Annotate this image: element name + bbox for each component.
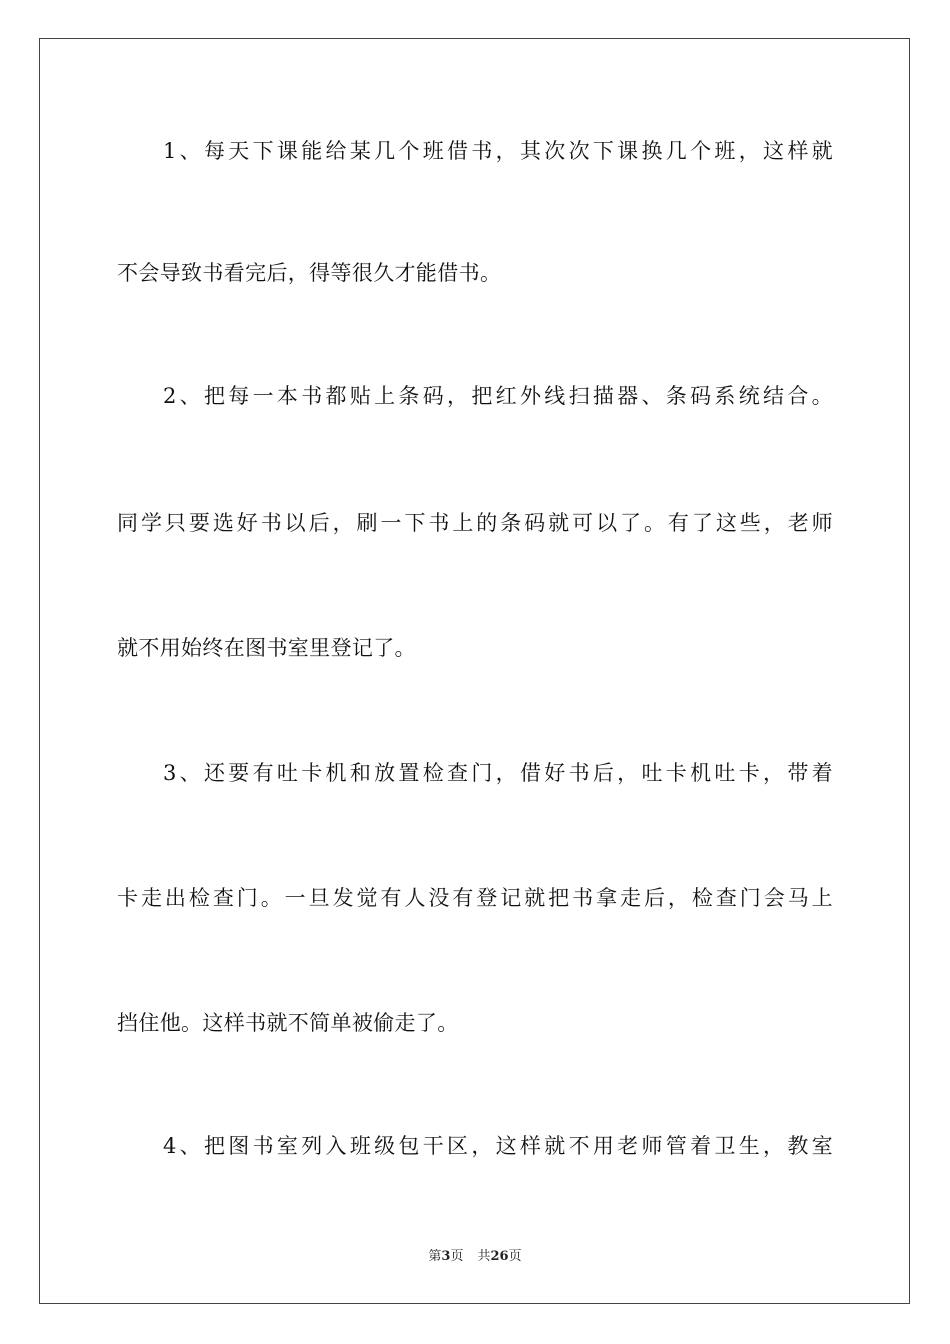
page-frame	[39, 38, 910, 1304]
paragraph-3-line-3: 挡住他。这样书就不简单被偷走了。	[117, 1011, 459, 1035]
paragraph-4-line-1: 4、把图书室列入班级包干区，这样就不用老师管着卫生，教室	[163, 1134, 833, 1158]
paragraph-2-line-2: 同学只要选好书以后，刷一下书上的条码就可以了。有了这些，老师	[117, 511, 833, 535]
paragraph-2-line-3: 就不用始终在图书室里登记了。	[117, 636, 416, 660]
total-suffix: 页	[508, 1249, 522, 1264]
page-prefix: 第	[428, 1249, 442, 1264]
paragraph-1-line-2: 不会导致书看完后，得等很久才能借书。	[117, 261, 502, 285]
total-prefix: 共	[477, 1249, 491, 1264]
paragraph-3-line-2: 卡走出检查门。一旦发觉有人没有登记就把书拿走后，检查门会马上	[117, 886, 833, 910]
page-number: 3	[441, 1249, 451, 1264]
paragraph-3-line-1: 3、还要有吐卡机和放置检查门，借好书后，吐卡机吐卡，带着	[163, 761, 833, 785]
page-footer	[0, 1248, 950, 1266]
total-pages: 26	[490, 1249, 509, 1264]
paragraph-1-line-1: 1、每天下课能给某几个班借书，其次次下课换几个班，这样就	[163, 139, 833, 163]
page-suffix: 页	[450, 1249, 464, 1264]
paragraph-2-line-1: 2、把每一本书都贴上条码，把红外线扫描器、条码系统结合。	[163, 384, 833, 408]
